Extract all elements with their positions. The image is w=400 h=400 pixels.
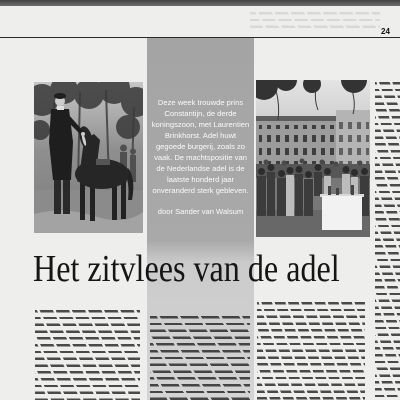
man-hat (54, 93, 66, 99)
bleed-through-text (250, 12, 380, 28)
building-roof (256, 116, 336, 121)
photo-man-with-horse (34, 82, 143, 233)
article-intro (147, 97, 254, 196)
man-collar (57, 106, 64, 110)
byline: door Sander van Walsum (157, 207, 244, 216)
body-column-3 (257, 302, 365, 400)
building-windows (259, 125, 334, 165)
intro-line: onveranderd sterk gebleven. (152, 186, 249, 195)
body-column-1 (35, 310, 140, 400)
intro-line: koningszoon, met Laurentien (151, 120, 250, 129)
intro-line: Deze week trouwde prins (157, 98, 244, 107)
man-hand (81, 132, 85, 136)
scan-edge (0, 0, 400, 6)
table-cloth (322, 196, 362, 230)
intro-line: Brinkhorst. Adel huwt (164, 131, 237, 140)
intro-line: gegoede burgerij, zoals zo (155, 142, 246, 151)
intro-line: laatste honderd jaar (166, 175, 235, 184)
building-right-windows (339, 116, 369, 166)
headline: Het zitvlees van de adel (33, 248, 340, 290)
intro-line: vaak. De machtspositie van (154, 153, 247, 162)
intro-line: de Nederlandse adel is de (156, 164, 245, 173)
page-number: 24 (381, 27, 390, 36)
photo-crowd-at-reception (256, 80, 370, 237)
body-column-2 (150, 316, 250, 400)
adjacent-article-column (375, 82, 400, 400)
saddle (96, 159, 110, 165)
intro-line: Constantijn, de derde (164, 109, 237, 118)
